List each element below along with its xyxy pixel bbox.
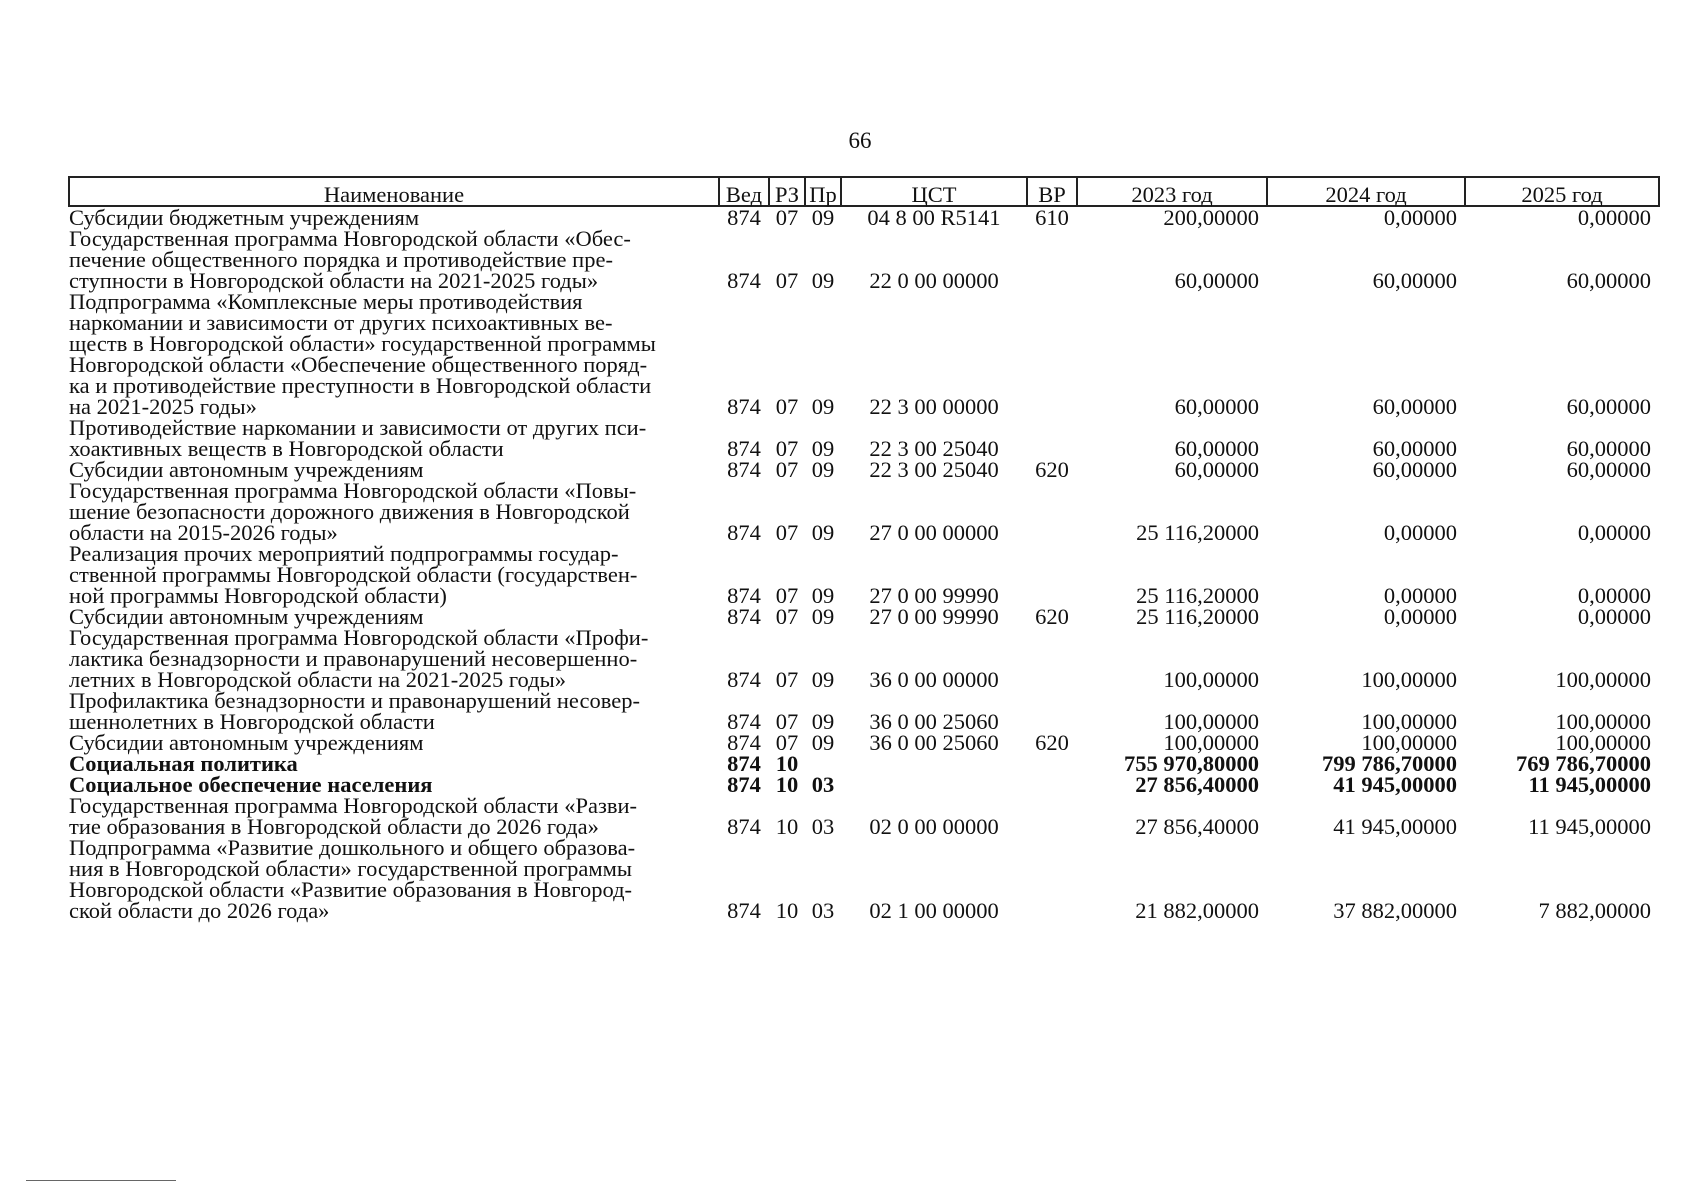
cell-2024: 100,00000 [1361,730,1457,755]
cell-pr: 03 [811,814,835,839]
cell-2023: 27 856,40000 [1135,772,1259,797]
budget-table-container [68,176,1658,921]
cell-pr: 09 [811,268,835,293]
cell-pr: 09 [811,394,835,419]
table-row [69,206,1659,228]
cell-2024: 41 945,00000 [1333,814,1457,839]
table-body [69,206,1659,921]
cell-rz: 10 [775,898,799,923]
cell-cst: 04 8 00 R5141 [867,205,1001,230]
cell-vr [1027,837,1077,921]
cell-vr [1027,795,1077,837]
table-row [69,837,1659,921]
cell-pr: 09 [811,457,835,482]
cell-cst: 36 0 00 25060 [869,730,999,755]
cell-name: Социальная политика [69,751,298,776]
cell-pr: 09 [811,520,835,545]
header-vr: ВР [1027,177,1077,206]
cell-2024: 0,00000 [1383,520,1457,545]
cell-rz: 07 [775,709,799,734]
cell-2023: 60,00000 [1174,436,1259,461]
cell-cst: 36 0 00 25060 [869,709,999,734]
cell-rz: 07 [775,394,799,419]
cell-2024: 41 945,00000 [1333,772,1457,797]
header-2025: 2025 год [1465,177,1659,206]
header-name: Наименование [69,177,719,206]
cell-cst: 22 3 00 25040 [869,436,999,461]
cell-name: Государственная программа Новгородской области «Профи- лактика безнадзорности и правонарушений несовершенно- летних в Новгородской области на 2021-2025 годы» [69,625,649,692]
cell-2025: 60,00000 [1566,268,1651,293]
cell-ved: 874 [727,205,761,230]
cell-name: Субсидии автономным учреждениям [69,457,424,482]
table-row [69,732,1659,753]
cell-2024: 100,00000 [1361,709,1457,734]
cell-ved: 874 [727,583,761,608]
cell-2023: 21 882,00000 [1135,898,1259,923]
cell-2023: 100,00000 [1163,709,1259,734]
cell-pr: 09 [811,667,835,692]
cell-cst [841,774,1027,795]
cell-pr: 09 [811,583,835,608]
cell-2025: 60,00000 [1566,436,1651,461]
cell-cst: 02 0 00 00000 [869,814,999,839]
cell-cst [841,753,1027,774]
cell-rz: 07 [775,520,799,545]
header-ved: Вед [719,177,769,206]
cell-2024: 60,00000 [1372,457,1457,482]
cell-ved: 874 [727,667,761,692]
cell-rz: 10 [775,772,799,797]
cell-rz: 07 [775,667,799,692]
cell-2023: 27 856,40000 [1135,814,1259,839]
cell-ved: 874 [727,772,761,797]
cell-rz: 07 [775,730,799,755]
table-row [69,795,1659,837]
cell-name: Профилактика безнадзорности и правонарушений несовер- шеннолетних в Новгородской области [69,688,640,734]
cell-rz: 07 [775,604,799,629]
cell-2025: 769 786,70000 [1516,751,1651,776]
cell-2025: 60,00000 [1566,457,1651,482]
cell-name: Противодействие наркомании и зависимости от других пси- хоактивных веществ в Новгородской области [69,415,647,461]
cell-2024: 0,00000 [1383,583,1457,608]
cell-2025: 0,00000 [1577,520,1651,545]
cell-ved: 874 [727,709,761,734]
cell-ved: 874 [727,268,761,293]
cell-2023: 25 116,20000 [1136,520,1259,545]
cell-cst: 36 0 00 00000 [869,667,999,692]
cell-vr: 610 [1035,205,1069,230]
table-row [69,417,1659,459]
cell-2024: 0,00000 [1383,604,1457,629]
cell-pr: 09 [811,604,835,629]
cell-vr: 620 [1035,604,1069,629]
cell-2024: 60,00000 [1372,268,1457,293]
cell-2023: 100,00000 [1163,730,1259,755]
table-row [69,627,1659,690]
cell-vr [1027,627,1077,690]
cell-2025: 0,00000 [1577,205,1651,230]
budget-table [68,176,1660,921]
cell-ved: 874 [727,436,761,461]
cell-2023: 200,00000 [1163,205,1259,230]
cell-rz: 07 [775,583,799,608]
header-rz: РЗ [769,177,805,206]
cell-pr: 09 [811,730,835,755]
cell-name: Государственная программа Новгородской области «Разви- тие образования в Новгородской области до 2026 года» [69,793,637,839]
cell-2024: 60,00000 [1372,394,1457,419]
cell-name: Государственная программа Новгородской области «Повы- шение безопасности дорожного движения в Новгородской области на 2015-2026 годы» [69,478,637,545]
cell-vr [1027,417,1077,459]
cell-2023: 25 116,20000 [1136,604,1259,629]
cell-cst: 22 3 00 00000 [869,394,999,419]
cell-ved: 874 [727,394,761,419]
table-row [69,480,1659,543]
cell-rz: 10 [775,814,799,839]
cell-rz: 10 [775,751,799,776]
cell-pr: 09 [811,205,835,230]
header-cst: ЦСТ [841,177,1027,206]
cell-ved: 874 [727,898,761,923]
cell-name: Государственная программа Новгородской области «Обес- печение общественного порядка и противодействие пре- ступности в Новгородской области на 2021-2025 годы» [69,226,631,293]
cell-2025: 0,00000 [1577,604,1651,629]
cell-2025: 11 945,00000 [1528,814,1651,839]
cell-rz: 07 [775,268,799,293]
cell-rz: 07 [775,436,799,461]
cell-2023: 60,00000 [1174,394,1259,419]
table-row [69,228,1659,291]
table-row [69,606,1659,627]
cell-2025: 100,00000 [1555,709,1651,734]
cell-cst: 22 0 00 00000 [869,268,999,293]
cell-vr: 620 [1035,457,1069,482]
table-row [69,459,1659,480]
cell-cst: 27 0 00 99990 [869,583,999,608]
table-row [69,753,1659,774]
cell-cst: 02 1 00 00000 [869,898,999,923]
cell-vr [1027,228,1077,291]
table-row [69,291,1659,417]
cell-ved: 874 [727,730,761,755]
cell-ved: 874 [727,814,761,839]
cell-2024: 799 786,70000 [1322,751,1457,776]
cell-name: Субсидии бюджетным учреждениям [69,205,420,230]
cell-2024: 60,00000 [1372,436,1457,461]
cell-ved: 874 [727,520,761,545]
cell-vr [1027,480,1077,543]
cell-rz: 07 [775,205,799,230]
cell-name: Подпрограмма «Развитие дошкольного и общего образова- ния в Новгородской области» государственной программы Новгородской области «Развитие образования в Новгород- ской области до 2026 года» [69,835,636,923]
cell-vr [1027,291,1077,417]
page-number: 66 [848,128,872,153]
cell-cst: 27 0 00 99990 [869,604,999,629]
header-pr: Пр [805,177,841,206]
cell-2025: 0,00000 [1577,583,1651,608]
cell-ved: 874 [727,457,761,482]
cell-2025: 100,00000 [1555,667,1651,692]
cell-name: Реализация прочих мероприятий подпрограммы государ- ственной программы Новгородской области (государствен- ной программы Новгородской области) [69,541,638,608]
header-2023: 2023 год [1077,177,1267,206]
cell-vr: 620 [1035,730,1069,755]
cell-2025: 7 882,00000 [1538,898,1651,923]
header-2024: 2024 год [1267,177,1465,206]
cell-ved: 874 [727,751,761,776]
cell-2024: 37 882,00000 [1333,898,1457,923]
cell-vr [1027,774,1077,795]
cell-vr [1027,753,1077,774]
cell-vr [1027,690,1077,732]
cell-name: Подпрограмма «Комплексные меры противодействия наркомании и зависимости от других психоактивных ве- ществ в Новгородской области» государственной программы Новгородской области «Обеспечение общественного поряд- ка и противодействие преступности в Новгородской области на 2021-2025 годы» [69,289,656,419]
cell-2023: 100,00000 [1163,667,1259,692]
cell-2025: 11 945,00000 [1528,772,1651,797]
cell-pr: 03 [811,772,835,797]
cell-pr: 09 [811,436,835,461]
cell-cst: 22 3 00 25040 [869,457,999,482]
cell-2025: 60,00000 [1566,394,1651,419]
table-header [69,177,1659,206]
cell-2024: 100,00000 [1361,667,1457,692]
cell-2023: 25 116,20000 [1136,583,1259,608]
cell-vr [1027,543,1077,606]
cell-rz: 07 [775,457,799,482]
cell-2023: 755 970,80000 [1124,751,1259,776]
table-row [69,774,1659,795]
cell-name: Субсидии автономным учреждениям [69,604,424,629]
table-row [69,690,1659,732]
cell-name: Социальное обеспечение населения [69,772,433,797]
cell-2024: 0,00000 [1383,205,1457,230]
cell-pr [805,753,841,774]
cell-2025: 100,00000 [1555,730,1651,755]
table-row [69,543,1659,606]
cell-2023: 60,00000 [1174,457,1259,482]
cell-pr: 09 [811,709,835,734]
cell-ved: 874 [727,604,761,629]
cell-cst: 27 0 00 00000 [869,520,999,545]
footer-divider [26,1180,176,1181]
cell-2023: 60,00000 [1174,268,1259,293]
cell-pr: 03 [811,898,835,923]
cell-name: Субсидии автономным учреждениям [69,730,424,755]
